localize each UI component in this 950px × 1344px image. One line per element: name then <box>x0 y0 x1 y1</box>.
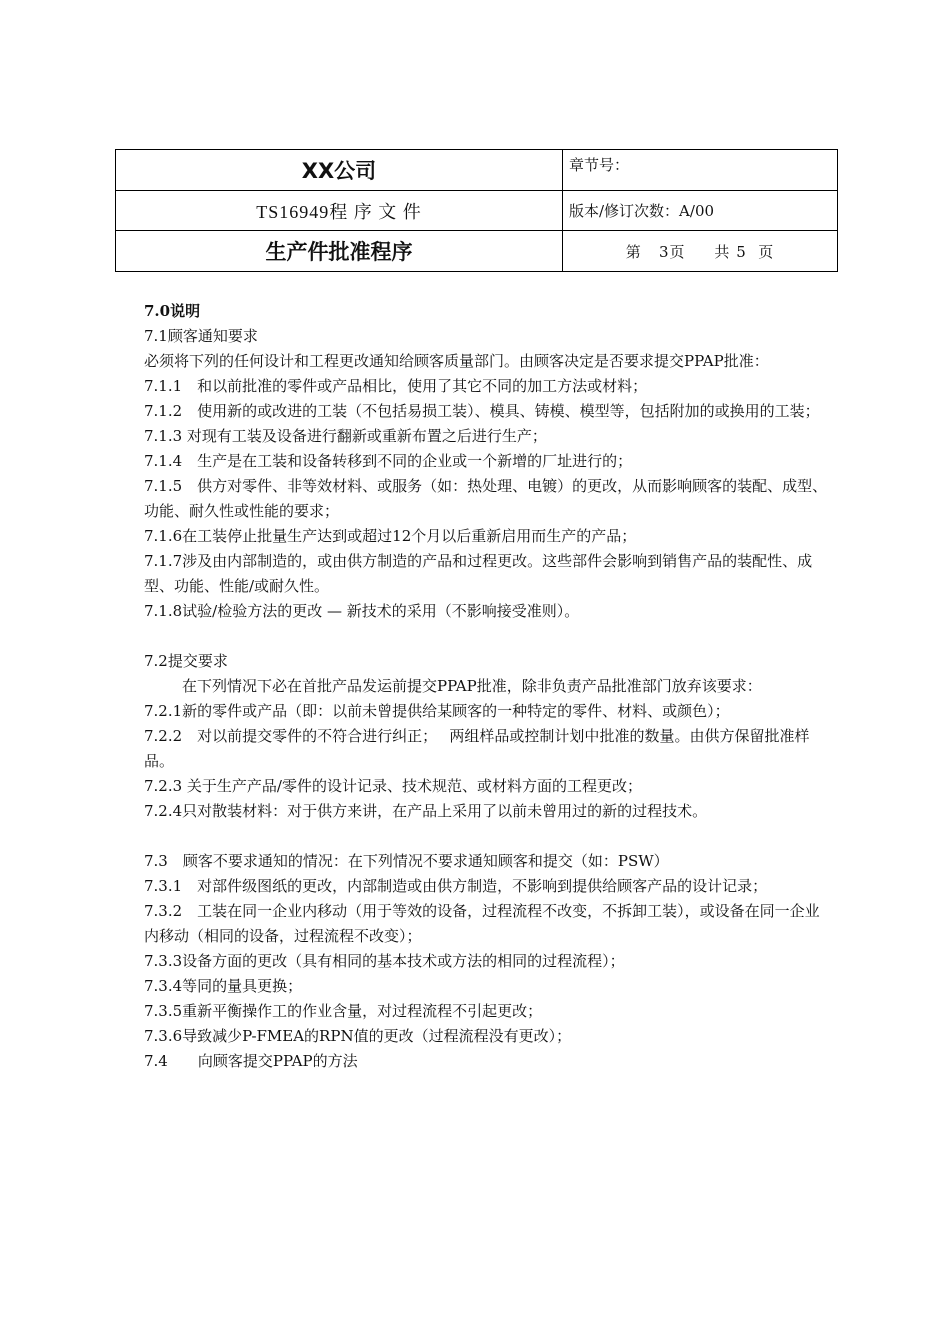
list-item: 7.1.1 和以前批准的零件或产品相比，使用了其它不同的加工方法或材料； <box>144 377 648 395</box>
list-item: 7.2.3 关于生产产品/零件的设计记录、技术规范、或材料方面的工程更改； <box>144 777 642 795</box>
list-item: 7.1.3 对现有工装及设备进行翻新或重新布置之后进行生产； <box>144 427 547 445</box>
page-total: 5 页 <box>736 242 775 261</box>
section-heading: 7.1顾客通知要求 <box>144 327 258 345</box>
paragraph: 在下列情况下必在首批产品发运前提交PPAP批准，除非负责产品批准部门放弃该要求： <box>182 677 762 695</box>
list-item: 7.2.1新的零件或产品（即：以前未曾提供给某顾客的一种特定的零件、材料、或颜色）； <box>144 702 730 720</box>
section-heading: 7.4 向顾客提交PPAP的方法 <box>144 1052 358 1070</box>
page-prefix: 第 <box>625 242 642 261</box>
section-heading: 7.0说明 <box>144 302 201 320</box>
list-item: 7.2.4只对散装材料：对于供方来讲，在产品上采用了以前未曾用过的新的过程技术。 <box>144 802 708 820</box>
section-number-label: 章节号： <box>569 156 630 174</box>
title-cell <box>116 231 563 272</box>
version-revision: 版本/修订次数：A/00 <box>569 202 715 220</box>
page-current: 3页 <box>659 242 686 261</box>
section-heading: 7.3 顾客不要求通知的情况：在下列情况不要求通知顾客和提交（如：PSW） <box>144 852 669 870</box>
list-item: 7.3.6导致减少P-FMEA的RPN值的更改（过程流程没有更改）； <box>144 1027 572 1045</box>
paragraph: 必须将下列的任何设计和工程更改通知给顾客质量部门。由顾客决定是否要求提交PPAP批准： <box>144 352 769 370</box>
company-cell <box>116 150 563 191</box>
doc-class-cell <box>116 191 563 231</box>
list-item: 7.2.2 对以前提交零件的不符合进行纠正； 两组样品或控制计划中批准的数量。由供方保留批准样品。 <box>144 727 810 770</box>
spacer <box>144 624 834 649</box>
document-header-table <box>115 149 838 272</box>
list-item: 7.3.1 对部件级图纸的更改，内部制造或由供方制造，不影响到提供给顾客产品的设计记录； <box>144 877 768 895</box>
list-item: 7.3.2 工装在同一企业内移动（用于等效的设备，过程流程不改变，不拆卸工装），或设备在同一企业内移动（相同的设备，过程流程不改变）； <box>144 902 820 945</box>
list-item: 7.1.2 使用新的或改进的工装（不包括易损工装）、模具、铸模、模型等，包括附加的或换用的工装； <box>144 402 820 420</box>
list-item: 7.3.5重新平衡操作工的作业含量，对过程流程不引起更改； <box>144 1002 543 1020</box>
spacer <box>144 824 834 849</box>
document-class: TS16949程 序 文 件 <box>256 201 422 222</box>
list-item: 7.1.8试验/检验方法的更改 — 新技术的采用（不影响接受准则）。 <box>144 602 580 620</box>
section-number-cell <box>563 150 838 191</box>
list-item: 7.1.5 供方对零件、非等效材料、或服务（如：热处理、电镀）的更改，从而影响顾客的装配、成型、功能、耐久性或性能的要求； <box>144 477 828 520</box>
list-item: 7.1.6在工装停止批量生产达到或超过12个月以后重新启用而生产的产品； <box>144 527 637 545</box>
document-body <box>144 299 834 1074</box>
version-cell <box>563 191 838 231</box>
page-info-cell <box>563 231 838 272</box>
list-item: 7.3.4等同的量具更换； <box>144 977 303 995</box>
page-total-prefix: 共 <box>714 242 731 261</box>
list-item: 7.1.7涉及由内部制造的，或由供方制造的产品和过程更改。这些部件会影响到销售产品的装配性、成型、功能、性能/或耐久性。 <box>144 552 813 595</box>
section-heading: 7.2提交要求 <box>144 652 228 670</box>
list-item: 7.3.3设备方面的更改（具有相同的基本技术或方法的相同的过程流程）； <box>144 952 625 970</box>
procedure-title: 生产件批准程序 <box>265 240 413 264</box>
company-name: XX公司 <box>301 159 377 183</box>
list-item: 7.1.4 生产是在工装和设备转移到不同的企业或一个新增的厂址进行的； <box>144 452 633 470</box>
